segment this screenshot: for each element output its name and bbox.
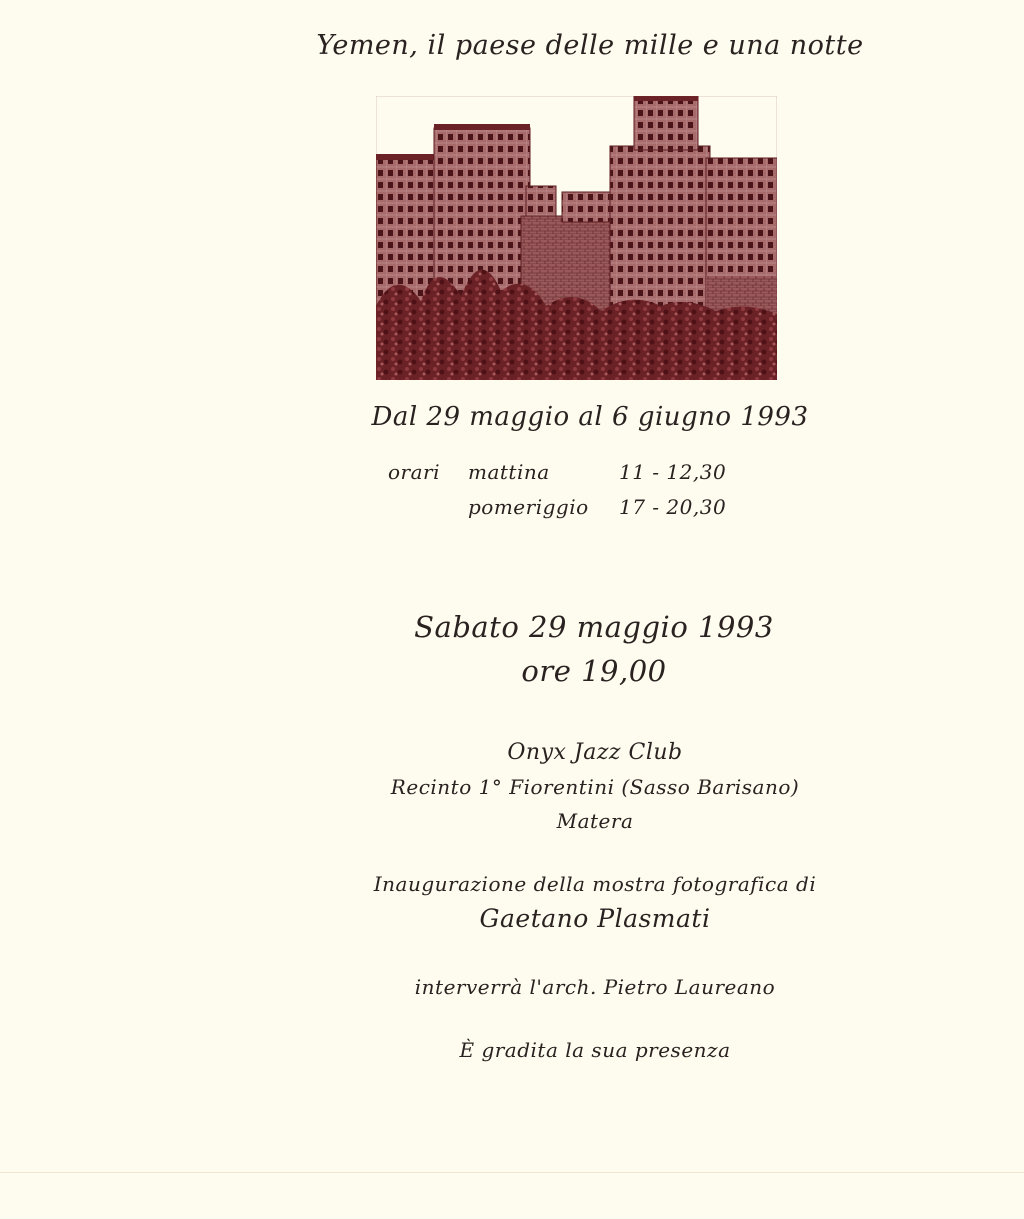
- closing-note: È gradita la sua presenza: [459, 1038, 731, 1062]
- afternoon-label: pomeriggio: [468, 495, 589, 519]
- opening-time: ore 19,00: [521, 654, 667, 688]
- afternoon-time: 17 - 20,30: [619, 495, 727, 519]
- page-title: Yemen, il paese delle mille e una notte: [316, 30, 864, 61]
- venue-name: Onyx Jazz Club: [507, 740, 683, 765]
- morning-time: 11 - 12,30: [619, 460, 727, 484]
- exhibition-dates: Dal 29 maggio al 6 giugno 1993: [371, 402, 809, 432]
- opening-date: Sabato 29 maggio 1993: [414, 610, 774, 644]
- yemeni-tower-houses-illustration: [376, 96, 777, 380]
- exhibition-intro: Inaugurazione della mostra fotografica di: [373, 872, 817, 896]
- venue-city: Matera: [556, 809, 634, 833]
- speaker-note: interverrà l'arch. Pietro Laureano: [414, 975, 776, 999]
- hours-label: orari: [388, 460, 440, 484]
- photographer-name: Gaetano Plasmati: [479, 904, 711, 933]
- page-fold-divider: [0, 1172, 1024, 1173]
- morning-label: mattina: [468, 460, 550, 484]
- venue-address: Recinto 1° Fiorentini (Sasso Barisano): [390, 775, 800, 799]
